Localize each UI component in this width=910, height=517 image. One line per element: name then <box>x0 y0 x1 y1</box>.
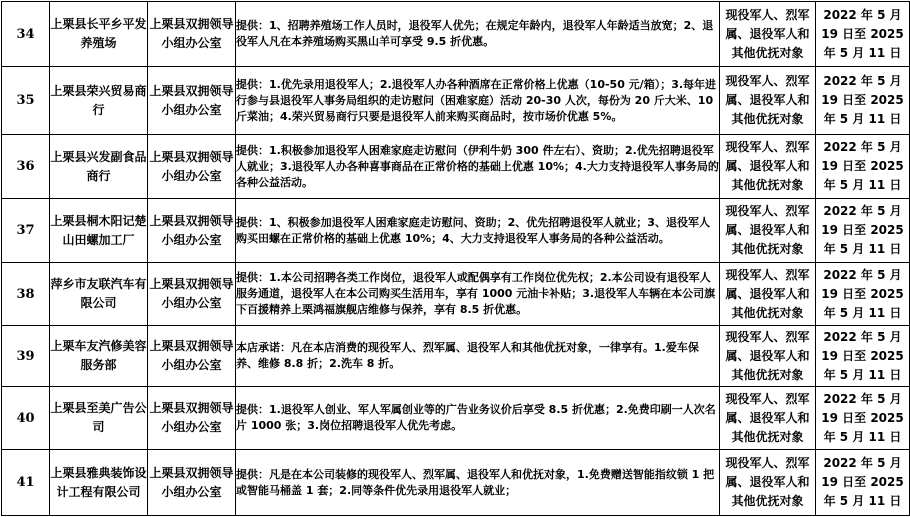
target-group: 现役军人、烈军属、退役军人和其他优抚对象 <box>720 2 816 67</box>
target-group: 现役军人、烈军属、退役军人和其他优抚对象 <box>720 67 816 135</box>
row-number: 36 <box>2 135 50 199</box>
valid-period <box>816 67 910 135</box>
target-group: 现役军人、烈军属、退役军人和其他优抚对象 <box>720 326 816 387</box>
period-mid: 19 日至 2025 <box>821 223 904 237</box>
offer-content: 提供：1.退役军人创业、军人军属创业等的广告业务议价后享受 8.5 折优惠；2.免费印刷一人次名片 1000 张；3.岗位招聘退役军人优先考虑。 <box>236 387 720 450</box>
table-body <box>2 2 910 516</box>
table-row <box>2 67 910 135</box>
target-group: 现役军人、烈军属、退役军人和其他优抚对象 <box>720 135 816 199</box>
offer-content: 提供：1.本公司招聘各类工作岗位，退役军人或配偶享有工作岗位优先权；2.本公司设有退役军人服务通道，退役军人在本公司购买生活用车，享有 1000 元油卡补贴；3.退役军人车辆在本公司旗下百援精养上栗鸿福旗舰店维修与保养，享有 8.5 折优惠。 <box>236 263 720 326</box>
period-end: 年 5 月 11 日 <box>823 494 902 508</box>
offer-content: 提供：1、积极参加退役军人困难家庭走访慰问、资助；2、优先招聘退役军人就业；3、退役军人购买田螺在正常价格的基础上优惠 10%；4、大力支持退役军人事务局的各种公益活动。 <box>236 199 720 263</box>
unit-name: 上栗县雅典装饰设计工程有限公司 <box>50 450 148 516</box>
period-start: 2022 年 5 月 <box>823 267 902 282</box>
organizer: 上栗县双拥领导小组办公室 <box>148 2 236 67</box>
unit-name: 萍乡市友联汽车有限公司 <box>50 263 148 326</box>
valid-period <box>816 199 910 263</box>
offer-content: 提供：1、招聘养殖场工作人员时，退役军人优先；在规定年龄内，退役军人年龄适当放宽；2、退役军人凡在本养殖场购买黑山羊可享受 9.5 折优惠。 <box>236 2 720 67</box>
organizer: 上栗县双拥领导小组办公室 <box>148 67 236 135</box>
unit-name: 上栗县荣兴贸易商行 <box>50 67 148 135</box>
period-end: 年 5 月 11 日 <box>823 242 902 256</box>
target-group: 现役军人、烈军属、退役军人和其他优抚对象 <box>720 450 816 516</box>
organizer: 上栗县双拥领导小组办公室 <box>148 263 236 326</box>
organizer: 上栗县双拥领导小组办公室 <box>148 135 236 199</box>
period-start: 2022 年 5 月 <box>823 391 902 406</box>
period-start: 2022 年 5 月 <box>823 7 902 22</box>
row-number: 35 <box>2 67 50 135</box>
discount-table <box>1 1 910 516</box>
offer-content: 提供：1.积极参加退役军人困难家庭走访慰问（伊利牛奶 300 件左右）、资助；2.优先招聘退役军人就业；3.退役军人办各种喜事商品在正常价格的基础上优惠 10%；4.大力支持退役军人事务局的各种公益活动。 <box>236 135 720 199</box>
unit-name: 上栗县兴发副食品商行 <box>50 135 148 199</box>
organizer: 上栗县双拥领导小组办公室 <box>148 199 236 263</box>
period-end: 年 5 月 11 日 <box>823 178 902 192</box>
period-end: 年 5 月 11 日 <box>823 112 902 126</box>
row-number: 37 <box>2 199 50 263</box>
row-number: 34 <box>2 2 50 67</box>
valid-period <box>816 326 910 387</box>
unit-name: 上栗县至美广告公司 <box>50 387 148 450</box>
period-mid: 19 日至 2025 <box>821 348 904 363</box>
table-row <box>2 263 910 326</box>
organizer: 上栗县双拥领导小组办公室 <box>148 450 236 516</box>
target-group: 现役军人、烈军属、退役军人和其他优抚对象 <box>720 263 816 326</box>
period-end: 年 5 月 11 日 <box>823 429 902 444</box>
period-mid: 19 日至 2025 <box>821 93 904 107</box>
table-row <box>2 199 910 263</box>
table-row <box>2 2 910 67</box>
period-start: 2022 年 5 月 <box>823 204 902 218</box>
offer-content: 本店承诺：凡在本店消费的现役军人、烈军属、退役军人和其他优抚对象，一律享有。1.爱车保养、维修 8.8 折；2.洗车 8 折。 <box>236 326 720 387</box>
row-number: 41 <box>2 450 50 516</box>
valid-period <box>816 450 910 516</box>
valid-period <box>816 135 910 199</box>
row-number: 39 <box>2 326 50 387</box>
table-row <box>2 135 910 199</box>
target-group: 现役军人、烈军属、退役军人和其他优抚对象 <box>720 199 816 263</box>
period-mid: 19 日至 2025 <box>821 410 904 425</box>
offer-content: 提供：1.优先录用退役军人；2.退役军人办各种酒席在正常价格上优惠（10-50 元/箱）；3.每年进行参与县退役军人事务局组织的走访慰问（困难家庭）活动 20-30 人次，每份为 20 斤大米、10 斤菜油；4.荣兴贸易商行只要是退役军人前来购买商品时，按市场价优惠 5%。 <box>236 67 720 135</box>
valid-period <box>816 2 910 67</box>
period-start: 2022 年 5 月 <box>823 456 902 470</box>
unit-name: 上栗县桐木阳记楚山田螺加工厂 <box>50 199 148 263</box>
organizer: 上栗县双拥领导小组办公室 <box>148 387 236 450</box>
unit-name: 上栗车友汽修美容服务部 <box>50 326 148 387</box>
table-row <box>2 450 910 516</box>
period-mid: 19 日至 2025 <box>821 475 904 489</box>
table-row <box>2 326 910 387</box>
row-number: 40 <box>2 387 50 450</box>
period-mid: 19 日至 2025 <box>821 286 904 301</box>
period-end: 年 5 月 11 日 <box>823 305 902 320</box>
table-row <box>2 387 910 450</box>
valid-period <box>816 263 910 326</box>
period-start: 2022 年 5 月 <box>823 329 902 344</box>
offer-content: 提供：凡是在本公司装修的现役军人、烈军属、退役军人和优抚对象，1.免费赠送智能指纹锁 1 把或智能马桶盖 1 套；2.同等条件优先录用退役军人就业； <box>236 450 720 516</box>
period-start: 2022 年 5 月 <box>823 140 902 154</box>
period-mid: 19 日至 2025 <box>821 159 904 173</box>
row-number: 38 <box>2 263 50 326</box>
target-group: 现役军人、烈军属、退役军人和其他优抚对象 <box>720 387 816 450</box>
period-end: 年 5 月 11 日 <box>823 45 902 60</box>
organizer: 上栗县双拥领导小组办公室 <box>148 326 236 387</box>
period-end: 年 5 月 11 日 <box>823 367 902 382</box>
period-start: 2022 年 5 月 <box>823 74 902 88</box>
period-mid: 19 日至 2025 <box>821 26 904 41</box>
unit-name: 上栗县长平乡平发养殖场 <box>50 2 148 67</box>
valid-period <box>816 387 910 450</box>
